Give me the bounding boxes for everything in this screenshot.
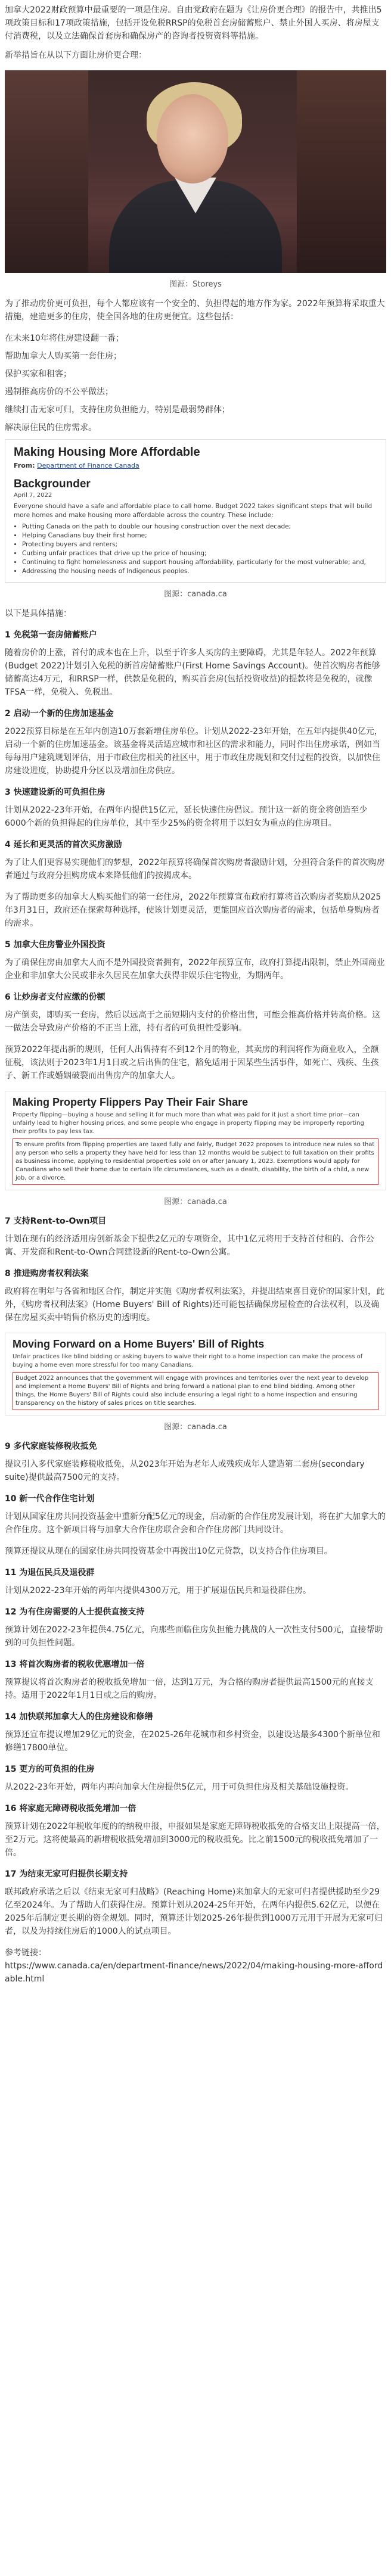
section-8-text: 政府将在明年与各省和地区合作，制定并实施《购房者权利法案》，并提出结束喜目竞价的国家计划，此外，《购房者权利法案》(Home Buyers' Bill of Rights)还可能包括确保房屋检查的合法权利，以及确保在房屋买卖中销售价格历史的透明度。 [5, 1287, 384, 1323]
measures-intro: 以下是具体措施： [5, 609, 72, 618]
photo-caption: 图源：Storeys [169, 280, 222, 289]
article [5, 0, 386, 1986]
section-17-title: 17 为结束无家可归提供长期支持 [5, 1869, 128, 1879]
section-15-title: 15 更方的可负担的住房 [5, 1765, 95, 1774]
excerpt-text: Property flipping—buying a house and selling it for much more than what was paid for it just a short time prior—can unfairly lead to higher housing prices, and some people who engage in property flipping may be improperly reporting their profits to pay less tax. [13, 1112, 364, 1135]
section-13-text: 预算提议将首次购房者的税收抵免增加一倍，达到1万元，为合格的购房者提供最高1500元的直接支持。适用于2022年1月1日或之后的购房。 [5, 1678, 374, 1700]
bill-caption: 图源：canada.ca [164, 1423, 227, 1432]
reference-label: 参考链接： [5, 1948, 46, 1958]
section-7-text: 计划在现有的经济适用房创新基金下提供2亿元的专项资金，其中1亿元将用于支持首付租的、合作公寓、开发商和Rent-to-Own合同建设新的Rent-to-Own公寓。 [5, 1234, 374, 1257]
section-16-text: 预算计划在2022年税收年度的的纳税申报，申报如果是家庭无障碍税收抵免的合格支出上限提高一倍，至2万元。这将使最高的新增税收抵免增加到3000元的税收抵免。比之前1500元的税收抵免增加了一倍。 [5, 1822, 385, 1858]
section-13-title: 13 将首次购房者的税收优惠增加一倍 [5, 1660, 145, 1669]
goal-item: 遏制推高房价的不公平做法； [5, 387, 113, 397]
goal-item: 保护买家和租客； [5, 369, 72, 379]
backgrounder-from [14, 462, 377, 469]
reference-url[interactable]: https://www.canada.ca/en/department-finance/news/2022/04/making-housing-more-affordable.html [5, 1961, 383, 1984]
section-12-title: 12 为有住房需要的人士提供直接支持 [5, 1607, 145, 1617]
backgrounder-title: Making Housing More Affordable [14, 446, 200, 459]
goal-item: 帮助加拿大人购买第一套住房； [5, 351, 122, 361]
section-11-title: 11 为退伍民兵及退役群 [5, 1568, 95, 1578]
excerpt-text: Unfair practices like blind bidding or asking buyers to waive their right to a home inspection can make the process of buying a home even more stressful for too many Canadians. [13, 1354, 363, 1368]
backgrounder-text: Everyone should have a safe and affordable place to call home. Budget 2022 takes significant steps that will build more homes and make housing more affordable across the country. These include: [14, 503, 373, 519]
goal-item: 解决原住民的住房需求。 [5, 423, 97, 433]
backgrounder-item: • Putting Canada on the path to double our housing construction over the next decade; [22, 522, 377, 531]
goal-list [5, 332, 386, 434]
section-3-title: 3 快速建设新的可负担住房 [5, 788, 105, 797]
section-4-title: 4 延长和更灵活的首次买房激励 [5, 840, 122, 850]
excerpt-title: Making Property Flippers Pay Their Fair Share [13, 1096, 249, 1108]
section-10-title: 10 新一代合作住宅计划 [5, 1494, 95, 1504]
backgrounder-heading: Backgrounder [14, 478, 91, 490]
section-11-text: 计划从2022-23年开始的两年内提供4300万元，用于扩展退伍民兵和退役群住房。 [5, 1586, 312, 1595]
goal-paragraph: 为了推动房价更可负担，每个人都应该有一个安全的、负担得起的地方作为家。2022年预算将采取重大措施，建造更多的住房，使全国各地的住房更便宜。这些包括： [5, 299, 385, 322]
goal-item: 继续打击无家可归，支持住房负担能力，特别是最弱势群体； [5, 405, 230, 415]
backgrounder-date: April 7, 2022 [14, 492, 52, 499]
backgrounder-list [14, 522, 377, 576]
backgrounder-caption: 图源：canada.ca [164, 590, 227, 599]
section-6-text-2: 预算2022年提出新的规则，任何人出售持有不到12个月的物业，其卖房的利润将作为商业收入，全额征税，该法则于2023年1月1日或之后出售的住宅，豁免适用于因某些生活事件，如死亡、残疾、生孩子、新工作或婚姻破裂而出售房产的加拿大人。 [5, 1045, 379, 1081]
intro-paragraph: 加拿大2022财政预算中最重要的一项是住房。自由党政府在题为《让房价更合理》的报告中，共推出5项政策目标和17项政策措施，包括开设免税RRSP的免税首套房储蓄账户、禁止外国人买房、将房屋支付消费税，以及立法确保首套房和确保房产的咨询者投资资料等措施。 [5, 5, 382, 41]
backgrounder-item: • Continuing to fight homelessness and support housing affordability, particularly for the most vulnerable; and, [22, 558, 377, 567]
section-10-text-2: 预算还提议从现在的国家住房共同投资基金中再拨出10亿元贷款，以支持合作住房项目。 [5, 1547, 333, 1556]
section-12-text: 预算计划在2022-23年提供4.75亿元，向那些面临住房负担能力挑战的人一次性支付500元，直接帮助到的可负担性问题。 [5, 1625, 383, 1648]
section-14-text: 预算还宣布提议增加29亿元的资金，在2025-26年花城市和乡村资金，以建设达最多4300个新单位和修缮17800单位。 [5, 1730, 380, 1753]
excerpt-highlighted-text: Budget 2022 announces that the government will engage with provinces and territories over the next year to develop and implement a Home Buyers' Bill of Rights and bring forward a national plan to end blind bidding. Among other things, the Home Buyers' Bill of Rights could also include ensuring a legal right to a home inspection and ensuring transparency on the history of sales prices on title searches. [13, 1372, 378, 1410]
section-5-title: 5 加拿大住房警业外国投资 [5, 940, 105, 950]
excerpt-title: Moving Forward on a Home Buyers' Bill of Rights [13, 1338, 265, 1350]
intro-subtitle: 新举措旨在从以下方面让房价更合理： [5, 51, 147, 60]
backgrounder-item: • Protecting buyers and renters; [22, 540, 377, 549]
goal-item: 在未来10年将住房建设翻一番； [5, 334, 124, 343]
section-4-text-2: 为了帮助更多的加拿大人购买他们的第一套住房，2022年预算宣布政府打算将首次购房者奖励从2025年3月31日，政府还在探索每种选择，使该计划更灵活，更能回应首次购房者的需求，包括单身购房者的需求。 [5, 892, 381, 928]
backgrounder-item: • Curbing unfair practices that drive up the price of housing; [22, 549, 377, 558]
department-link[interactable]: Department of Finance Canada [37, 462, 139, 469]
section-7-title: 7 支持Rent-to-Own项目 [5, 1217, 107, 1226]
section-9-title: 9 多代家庭装修税收抵免 [5, 1442, 97, 1451]
section-1-title: 1 免税第一套房储蓄账户 [5, 630, 97, 640]
home-buyers-bill-excerpt [5, 1333, 386, 1415]
section-16-title: 16 将家庭无障碍税收抵免增加一倍 [5, 1804, 136, 1813]
section-14-title: 14 加快联邦加拿大人的住房建设和修缮 [5, 1712, 153, 1722]
section-15-text: 从2022-23年开始，两年内再向加拿大住房提供5亿元，用于可负担住房及相关基础设施投资。 [5, 1782, 354, 1792]
section-2-text: 2022预算目标是在五年内创造10万套新增住房单位。计划从2022-23年开始，在五年内提供40亿元，启动一个新的住房加速基金。该基金将灵活适应城市和社区的需求和能力，同时作出住房承诺，例如当每每用户建筑规划评估，用于市政住房相关的社区中，用于市政住房规划和交付过程的投资，以加快住房建设进度，协助提升分区以及增加住房供应。 [5, 727, 383, 776]
section-2-title: 2 启动一个新的住房加速基金 [5, 709, 114, 718]
from-label: From: [14, 462, 35, 469]
section-6-title: 6 让炒房者支付应缴的份额 [5, 993, 105, 1002]
canada-ca-backgrounder [5, 439, 386, 583]
section-10-text: 计划从国家住房共同投资基金中重新分配5亿元的现金，启动新的合作住房发展计划，将在扩大加拿大的合作住房。这个新项目将与加拿大合作住房联合会和合作住房部门共同设计。 [5, 1512, 386, 1535]
section-8-title: 8 推进购房者权利法案 [5, 1269, 89, 1278]
section-5-text: 为了确保住房由加拿大人而不是外国投资者拥有，2022年预算宣布，政府打算提出限制，禁止外国商业企业和非加拿大公民或非永久居民在加拿大获得非娱乐住宅物业，为期两年。 [5, 958, 385, 981]
finance-minister-photo [5, 70, 386, 273]
section-1-text: 随着房价的上涨，首付的成本也在上升，以至于许多人买房的主要障碍，尤其是年轻人。2022年预算(Budget 2022)计划引入免税的新首房储蓄账户(First Home Savings Account)。使首次购房者能够储蓄高达4万元，和RRSP一样，供款是免税的，购买首套房(包括投资收益)的提款将是免税的，就像TFSA一样，免税入、免税出。 [5, 648, 380, 697]
backgrounder-item: • Helping Canadians buy their first home; [22, 531, 377, 540]
section-9-text: 提议引入多代家庭装修税收抵免，从2023年开始为老年人或残疾成年人建造第二套房(secondary suite)提供最高7500元的支持。 [5, 1460, 365, 1482]
property-flippers-excerpt [5, 1091, 386, 1190]
section-3-text: 计划从2022-23年开始，在两年内提供15亿元，延长快速住房倡议。预计这一新的资金将创造至少6000个新的负担得起的住房单位，其中至少25%的资金将用于以妇女为重点的住房项目。 [5, 805, 368, 828]
flippers-caption: 图源：canada.ca [164, 1197, 227, 1206]
excerpt-highlighted-text: To ensure profits from flipping properties are taxed fully and fairly, Budget 2022 proposes to introduce new rules so that any person who sells a property they have held for less than 12 months would be subject to full taxation on their profits as business income, applying to residential properties sold on or after January 1, 2023. Exemptions would apply for Canadians who sell their home due to certain life circumstances, such as a death, disability, the birth of a child, a new job, or a divorce. [13, 1138, 378, 1185]
section-17-text: 联邦政府承诺之后以《结束无家可归战略》(Reaching Home)来加拿大的无家可归者提供援助至少29亿至2024年。为了帮助人们获得住房。预算计划从2024-25年开始，在两年内提供5.62亿元，以便在2025年后制定更长期的资金规划。同时，预算还计划2025-26年提供到1000万元用于开展为无家可归者，以及为持续住房后的1000人的试点项目。 [5, 1887, 383, 1936]
section-4-text: 为了让人们更容易实现他们的梦想，2022年预算将确保首次购房者激励计划，分担符合条件的首次购房者通过与政府分担购房成本来降低他们的按揭成本。 [5, 858, 385, 881]
section-6-text: 房产倒卖，即购买一套房，然后以远高于之前短期内支付的价格出售，可能会推高价格并转高价格。这一做法会导致房产价格的不正当上涨，持有者的可负担性受影响。 [5, 1010, 380, 1033]
backgrounder-item: • Addressing the housing needs of Indigenous peoples. [22, 567, 377, 576]
